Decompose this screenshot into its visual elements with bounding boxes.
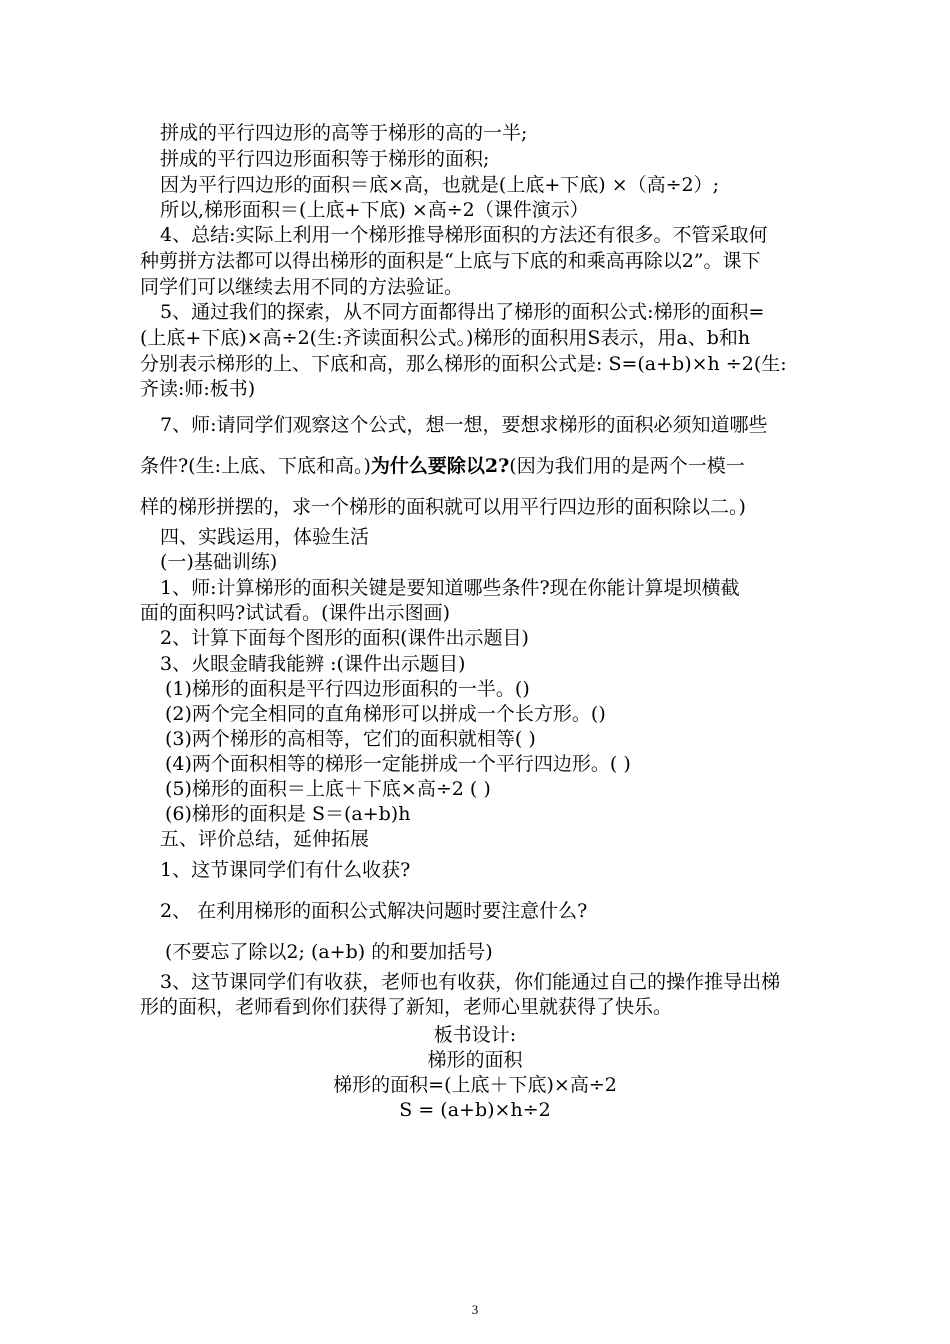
text-line: (上底+下底)×高÷2(生:齐读面积公式。)梯形的面积用S表示，用a、b和h — [140, 327, 751, 349]
section-heading: 四、实践运用，体验生活 — [160, 526, 370, 548]
text-line: 3、这节课同学们有收获，老师也有收获，你们能通过自己的操作推导出梯 — [160, 971, 781, 993]
text-line: 形的面积，老师看到你们获得了新知，老师心里就获得了快乐。 — [140, 996, 673, 1018]
quiz-item: (1)梯形的面积是平行四边形面积的一半。() — [165, 678, 530, 700]
question-prefix: 条件?(生:上底、下底和高。) — [140, 455, 371, 477]
quiz-item: (5)梯形的面积＝上底＋下底×高÷2 ( ) — [165, 778, 491, 800]
text-line: 7、师:请同学们观察这个公式，想一想，要想求梯形的面积必须知道哪些 — [160, 414, 768, 436]
text-line: 齐读:师:板书) — [140, 378, 256, 400]
board-design-subtitle: 梯形的面积 — [427, 1049, 523, 1071]
board-design-title: 板书设计: — [433, 1024, 517, 1046]
text-line: 面的面积吗?试试看。(课件出示图画) — [140, 602, 451, 624]
text-line: 2、 在利用梯形的面积公式解决问题时要注意什么? — [160, 900, 588, 922]
text-line: 所以,梯形面积＝(上底+下底) ×高÷2（课件演示） — [160, 199, 589, 221]
quiz-item: (6)梯形的面积是 S＝(a+b)h — [165, 803, 411, 825]
question-line — [140, 453, 745, 479]
text-line: 同学们可以继续去用不同的方法验证。 — [140, 276, 464, 298]
text-line: 4、总结:实际上利用一个梯形推导梯形面积的方法还有很多。不管采取何 — [160, 224, 768, 246]
text-line: 2、计算下面每个图形的面积(课件出示题目) — [160, 627, 529, 649]
bold-question: 为什么要除以2? — [370, 455, 510, 477]
page-number: 3 — [471, 1302, 479, 1317]
quiz-item: (4)两个面积相等的梯形一定能拼成一个平行四边形。( ) — [165, 753, 631, 775]
text-line: 1、这节课同学们有什么收获? — [160, 859, 411, 881]
text-line: 分别表示梯形的上、下底和高，那么梯形的面积公式是: S=(a+b)×h ÷2(生: — [140, 353, 787, 375]
text-line: 1、师:计算梯形的面积关键是要知道哪些条件?现在你能计算堤坝横截 — [160, 577, 740, 599]
quiz-item: (3)两个梯形的高相等，它们的面积就相等( ) — [165, 728, 536, 750]
text-line: 样的梯形拼摆的，求一个梯形的面积就可以用平行四边形的面积除以二。) — [140, 496, 746, 518]
quiz-item: (2)两个完全相同的直角梯形可以拼成一个长方形。() — [165, 703, 606, 725]
text-line: 种剪拼方法都可以得出梯形的面积是“上底与下底的和乘高再除以2”。课下 — [140, 250, 761, 272]
text-line: 拼成的平行四边形的高等于梯形的高的一半; — [160, 122, 528, 144]
text-line: 3、火眼金睛我能辨 :(课件出示题目) — [160, 653, 466, 675]
text-line: 因为平行四边形的面积＝底×高，也就是(上底+下底) ×（高÷2）; — [160, 174, 720, 196]
board-formula-symbolic: S = (a+b)×h÷2 — [399, 1099, 551, 1121]
question-suffix: (因为我们用的是两个一模一 — [509, 455, 745, 477]
text-line: 5、通过我们的探索，从不同方面都得出了梯形的面积公式:梯形的面积= — [160, 301, 765, 323]
text-line: 拼成的平行四边形面积等于梯形的面积; — [160, 148, 490, 170]
section-heading: 五、评价总结，延伸拓展 — [160, 828, 370, 850]
subsection-heading: (一)基础训练) — [160, 551, 278, 573]
text-line: (不要忘了除以2; (a+b) 的和要加括号) — [165, 941, 493, 963]
board-formula: 梯形的面积=(上底＋下底)×高÷2 — [333, 1074, 617, 1096]
